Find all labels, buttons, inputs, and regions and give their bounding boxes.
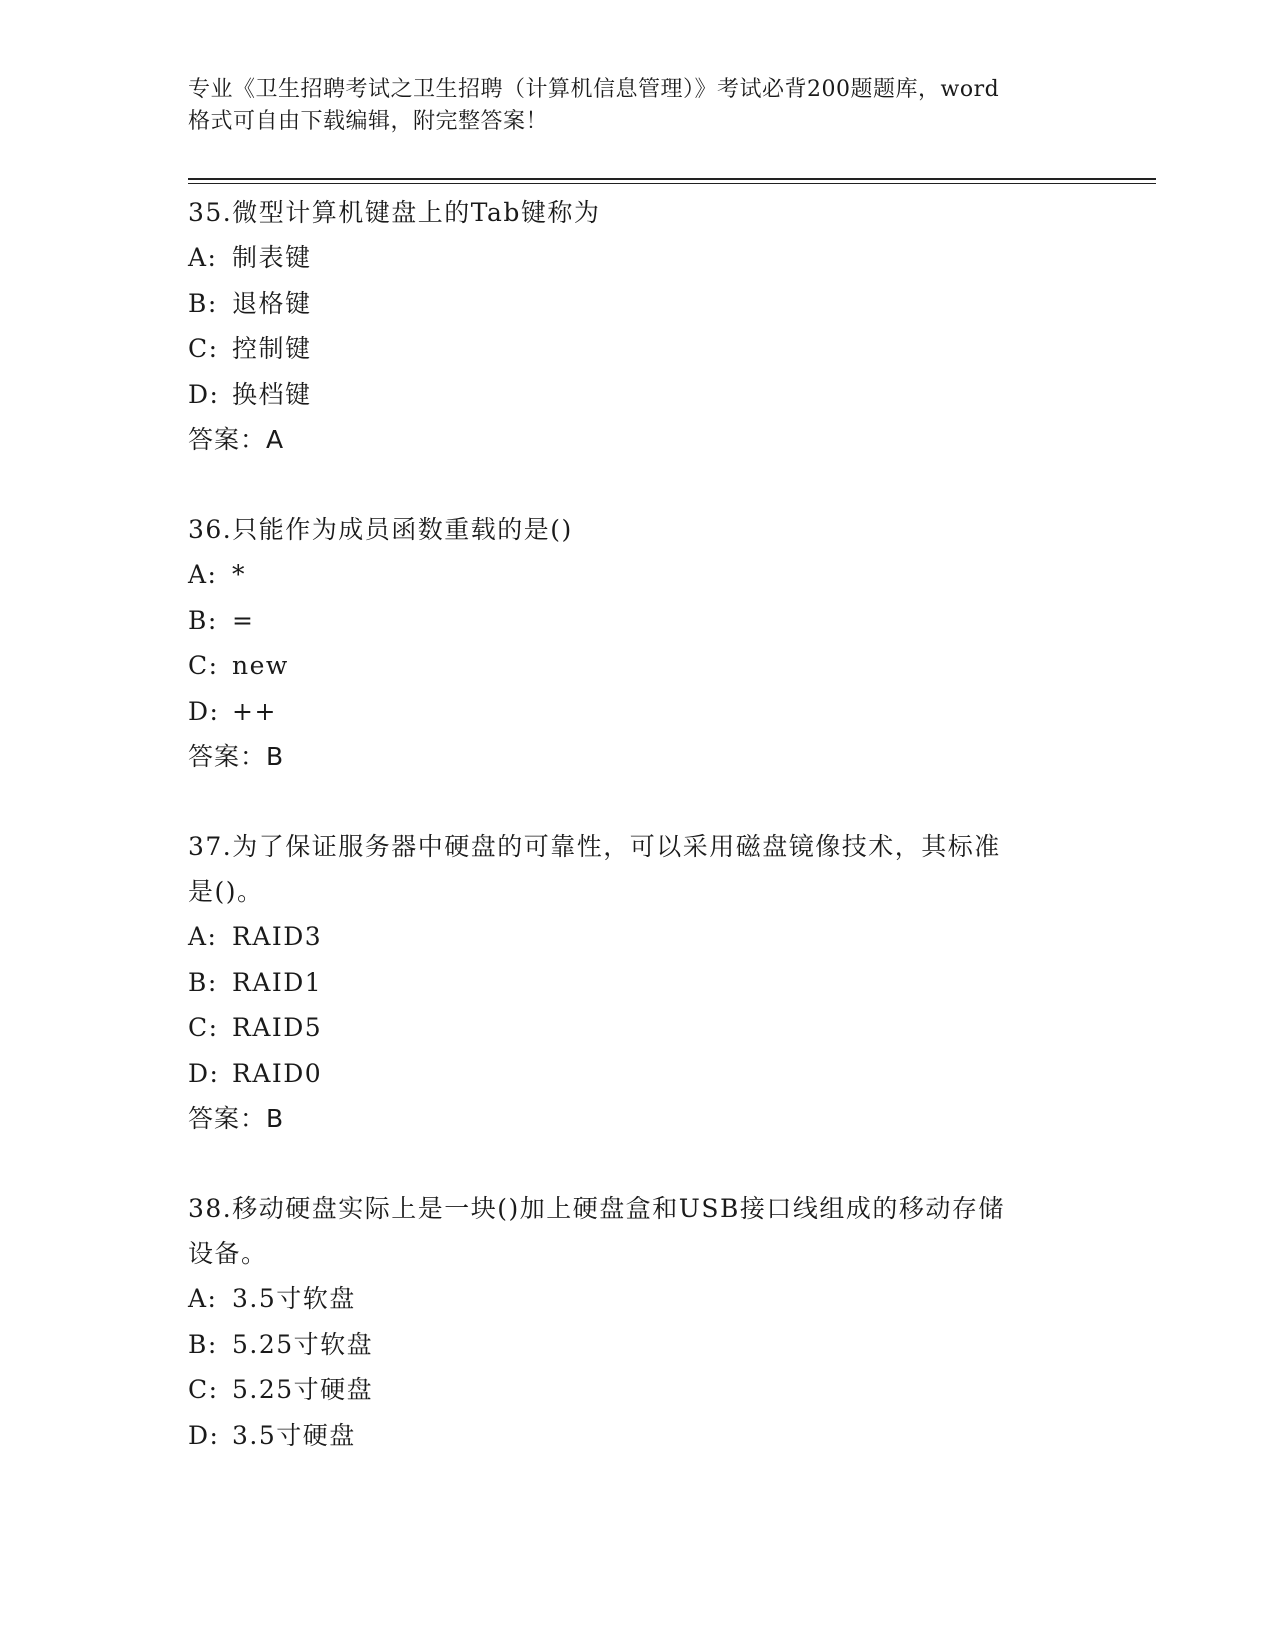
option-text: ++ (232, 696, 277, 726)
option-a (188, 914, 1088, 960)
option-d (188, 1051, 1088, 1097)
option-letter: D: (188, 696, 220, 726)
option-text: RAID1 (232, 967, 323, 997)
option-b (188, 281, 1088, 327)
option-letter: D: (188, 1058, 220, 1088)
option-text: 制表键 (232, 243, 312, 272)
question-list (188, 190, 1088, 1458)
option-letter: B: (188, 1329, 218, 1359)
option-text: = (232, 605, 255, 635)
option-text: 换档键 (232, 379, 312, 409)
header-line-2: 格式可自由下载编辑，附完整答案！ (188, 109, 549, 134)
option-letter: A: (188, 243, 218, 272)
question-stem: 36.只能作为成员函数重载的是() (188, 515, 573, 544)
option-c (188, 1005, 1088, 1051)
option-letter: C: (188, 334, 219, 363)
option-letter: A: (188, 1284, 218, 1313)
option-a (188, 235, 1088, 281)
option-text: 5.25寸软盘 (232, 1329, 374, 1359)
question-stem-line-1: 38.移动硬盘实际上是一块()加上硬盘盒和USB接口线组成的移动存储 (188, 1194, 1005, 1223)
option-text: RAID3 (232, 922, 323, 951)
option-text: 退格键 (232, 288, 312, 318)
option-b (188, 960, 1088, 1006)
question-38 (188, 1186, 1088, 1458)
document-header (188, 74, 1088, 138)
option-text: new (232, 651, 289, 680)
option-letter: D: (188, 379, 220, 409)
question-stem: 35.微型计算机键盘上的Tab键称为 (188, 198, 601, 227)
option-c (188, 643, 1088, 689)
option-d (188, 372, 1088, 418)
option-c (188, 326, 1088, 372)
option-text: 控制键 (232, 334, 312, 363)
option-letter: B: (188, 967, 218, 997)
option-text: 3.5寸软盘 (232, 1284, 356, 1313)
header-line-1: 专业《卫生招聘考试之卫生招聘（计算机信息管理）》考试必背200题题库，word (188, 77, 1000, 102)
question-stem-line-2: 设备。 (188, 1239, 268, 1268)
question-36 (188, 507, 1088, 779)
option-d (188, 1413, 1088, 1459)
option-letter: B: (188, 288, 218, 318)
header-rule-thick (188, 178, 1156, 180)
option-b (188, 598, 1088, 644)
option-a (188, 1276, 1088, 1322)
option-a (188, 552, 1088, 598)
question-spacer (188, 462, 1088, 507)
option-b (188, 1322, 1088, 1368)
option-letter: A: (188, 922, 218, 951)
option-letter: C: (188, 651, 219, 680)
option-text: RAID5 (232, 1013, 323, 1042)
option-letter: D: (188, 1420, 220, 1450)
question-stem-line-2: 是()。 (188, 877, 264, 906)
answer-line: 答案：A (188, 425, 285, 454)
option-letter: C: (188, 1375, 219, 1404)
question-37 (188, 824, 1088, 1141)
question-35 (188, 190, 1088, 462)
option-text: * (232, 560, 246, 589)
answer-line: 答案：B (188, 1104, 285, 1133)
option-c (188, 1367, 1088, 1413)
question-stem-line-1: 37.为了保证服务器中硬盘的可靠性，可以采用磁盘镜像技术，其标准 (188, 832, 1001, 861)
option-d (188, 689, 1088, 735)
option-letter: A: (188, 560, 218, 589)
answer-line: 答案：B (188, 742, 285, 771)
question-spacer (188, 779, 1088, 824)
question-spacer (188, 1141, 1088, 1186)
option-letter: B: (188, 605, 218, 635)
option-text: 5.25寸硬盘 (232, 1375, 374, 1404)
option-text: RAID0 (232, 1058, 323, 1088)
header-rule-thin (188, 183, 1156, 184)
option-letter: C: (188, 1013, 219, 1042)
option-text: 3.5寸硬盘 (232, 1420, 356, 1450)
